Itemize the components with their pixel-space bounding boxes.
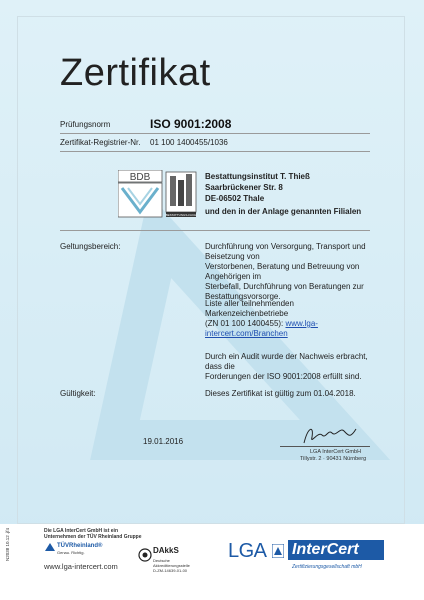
holder-name: Bestattungsinstitut T. Thieß [205,172,310,181]
signature-line [280,446,370,447]
intercert-sub: Zertifizierungsgesellschaft mbH [292,564,362,570]
lga-note-1: Die LGA InterCert GmbH ist ein [44,528,118,534]
dakks-title: DAkkS [153,546,179,555]
divider [60,230,370,231]
liste-line: Liste aller teilnehmenden Markenzeichenbetriebe [205,299,294,318]
holder-filialen: und den in der Anlage genannten Filialen [205,207,362,216]
geltung-text [205,242,375,302]
liste-text [205,299,375,339]
gueltig-value: Dieses Zertifikat ist gültig zum 01.04.2018. [205,389,356,398]
geltung-line: Verstorbenen, Beratung und Betreuung von Angehörigen im [205,262,360,281]
signer-address: Tillystr. 2 · 90431 Nürnberg [300,456,367,462]
dakks-line: Deutsche [153,558,170,563]
lga-logo-text: LGA [228,540,267,562]
holder-city: DE-06502 Thale [205,194,265,203]
dakks-line: Akkreditierungsstelle [153,563,190,568]
side-code: N2038 10.12 .jf4 [5,528,10,562]
liste-prefix: (ZN 01 100 1400455): [205,319,286,328]
holder-street: Saarbrückener Str. 8 [205,183,283,192]
website-link[interactable]: www.lga-intercert.com [44,562,118,571]
registrier-label: Zertifikat-Registrier-Nr. [60,138,141,147]
geltung-line: Durchführung von Versorgung, Transport und Beisetzung von [205,242,366,261]
signer-company: LGA InterCert GmbH [310,449,362,455]
audit-line: Durch ein Audit wurde der Nachweis erbracht, dass die [205,352,368,371]
issue-date: 19.01.2016 [143,437,184,446]
bdb-subtext: BESTATTUNGS-FACH [165,213,197,217]
tuv-sub: Genau. Richtig. [57,550,85,555]
intercert-logo-text: InterCert [292,541,359,558]
certificate-title: Zertifikat [60,52,211,94]
divider [60,133,370,134]
bdb-letters: BDB [129,172,151,183]
lga-note-2: Unternehmen der TÜV Rheinland Gruppe [44,534,142,540]
divider [60,151,370,152]
bdb-logo [118,170,198,223]
geltung-line: Sterbefall, Durchführung von Beratungen zur [205,282,364,291]
gueltig-label: Gültigkeit: [60,389,96,398]
footer [0,524,424,600]
lga-mark-icon [272,544,284,558]
dakks-line: D-ZM-14639-01-00 [153,568,188,573]
geltung-label: Geltungsbereich: [60,242,121,251]
signature [300,423,360,447]
pruefungsnorm-label: Prüfungsnorm [60,120,111,129]
registrier-value: 01 100 1400455/1036 [150,138,228,147]
tuv-logo-text: TÜVRheinland® [57,543,103,549]
pruefungsnorm-value: ISO 9001:2008 [150,117,232,131]
geltung-line: Bestattungsvorsorge. [205,292,281,301]
audit-text [205,352,375,382]
audit-line: Forderungen der ISO 9001:2008 erfüllt sind. [205,372,362,381]
dakks-emblem-icon [138,548,152,562]
branchen-link[interactable]: www.lga-intercert.com/Branchen [205,319,318,338]
tuv-triangle-icon [44,542,56,552]
